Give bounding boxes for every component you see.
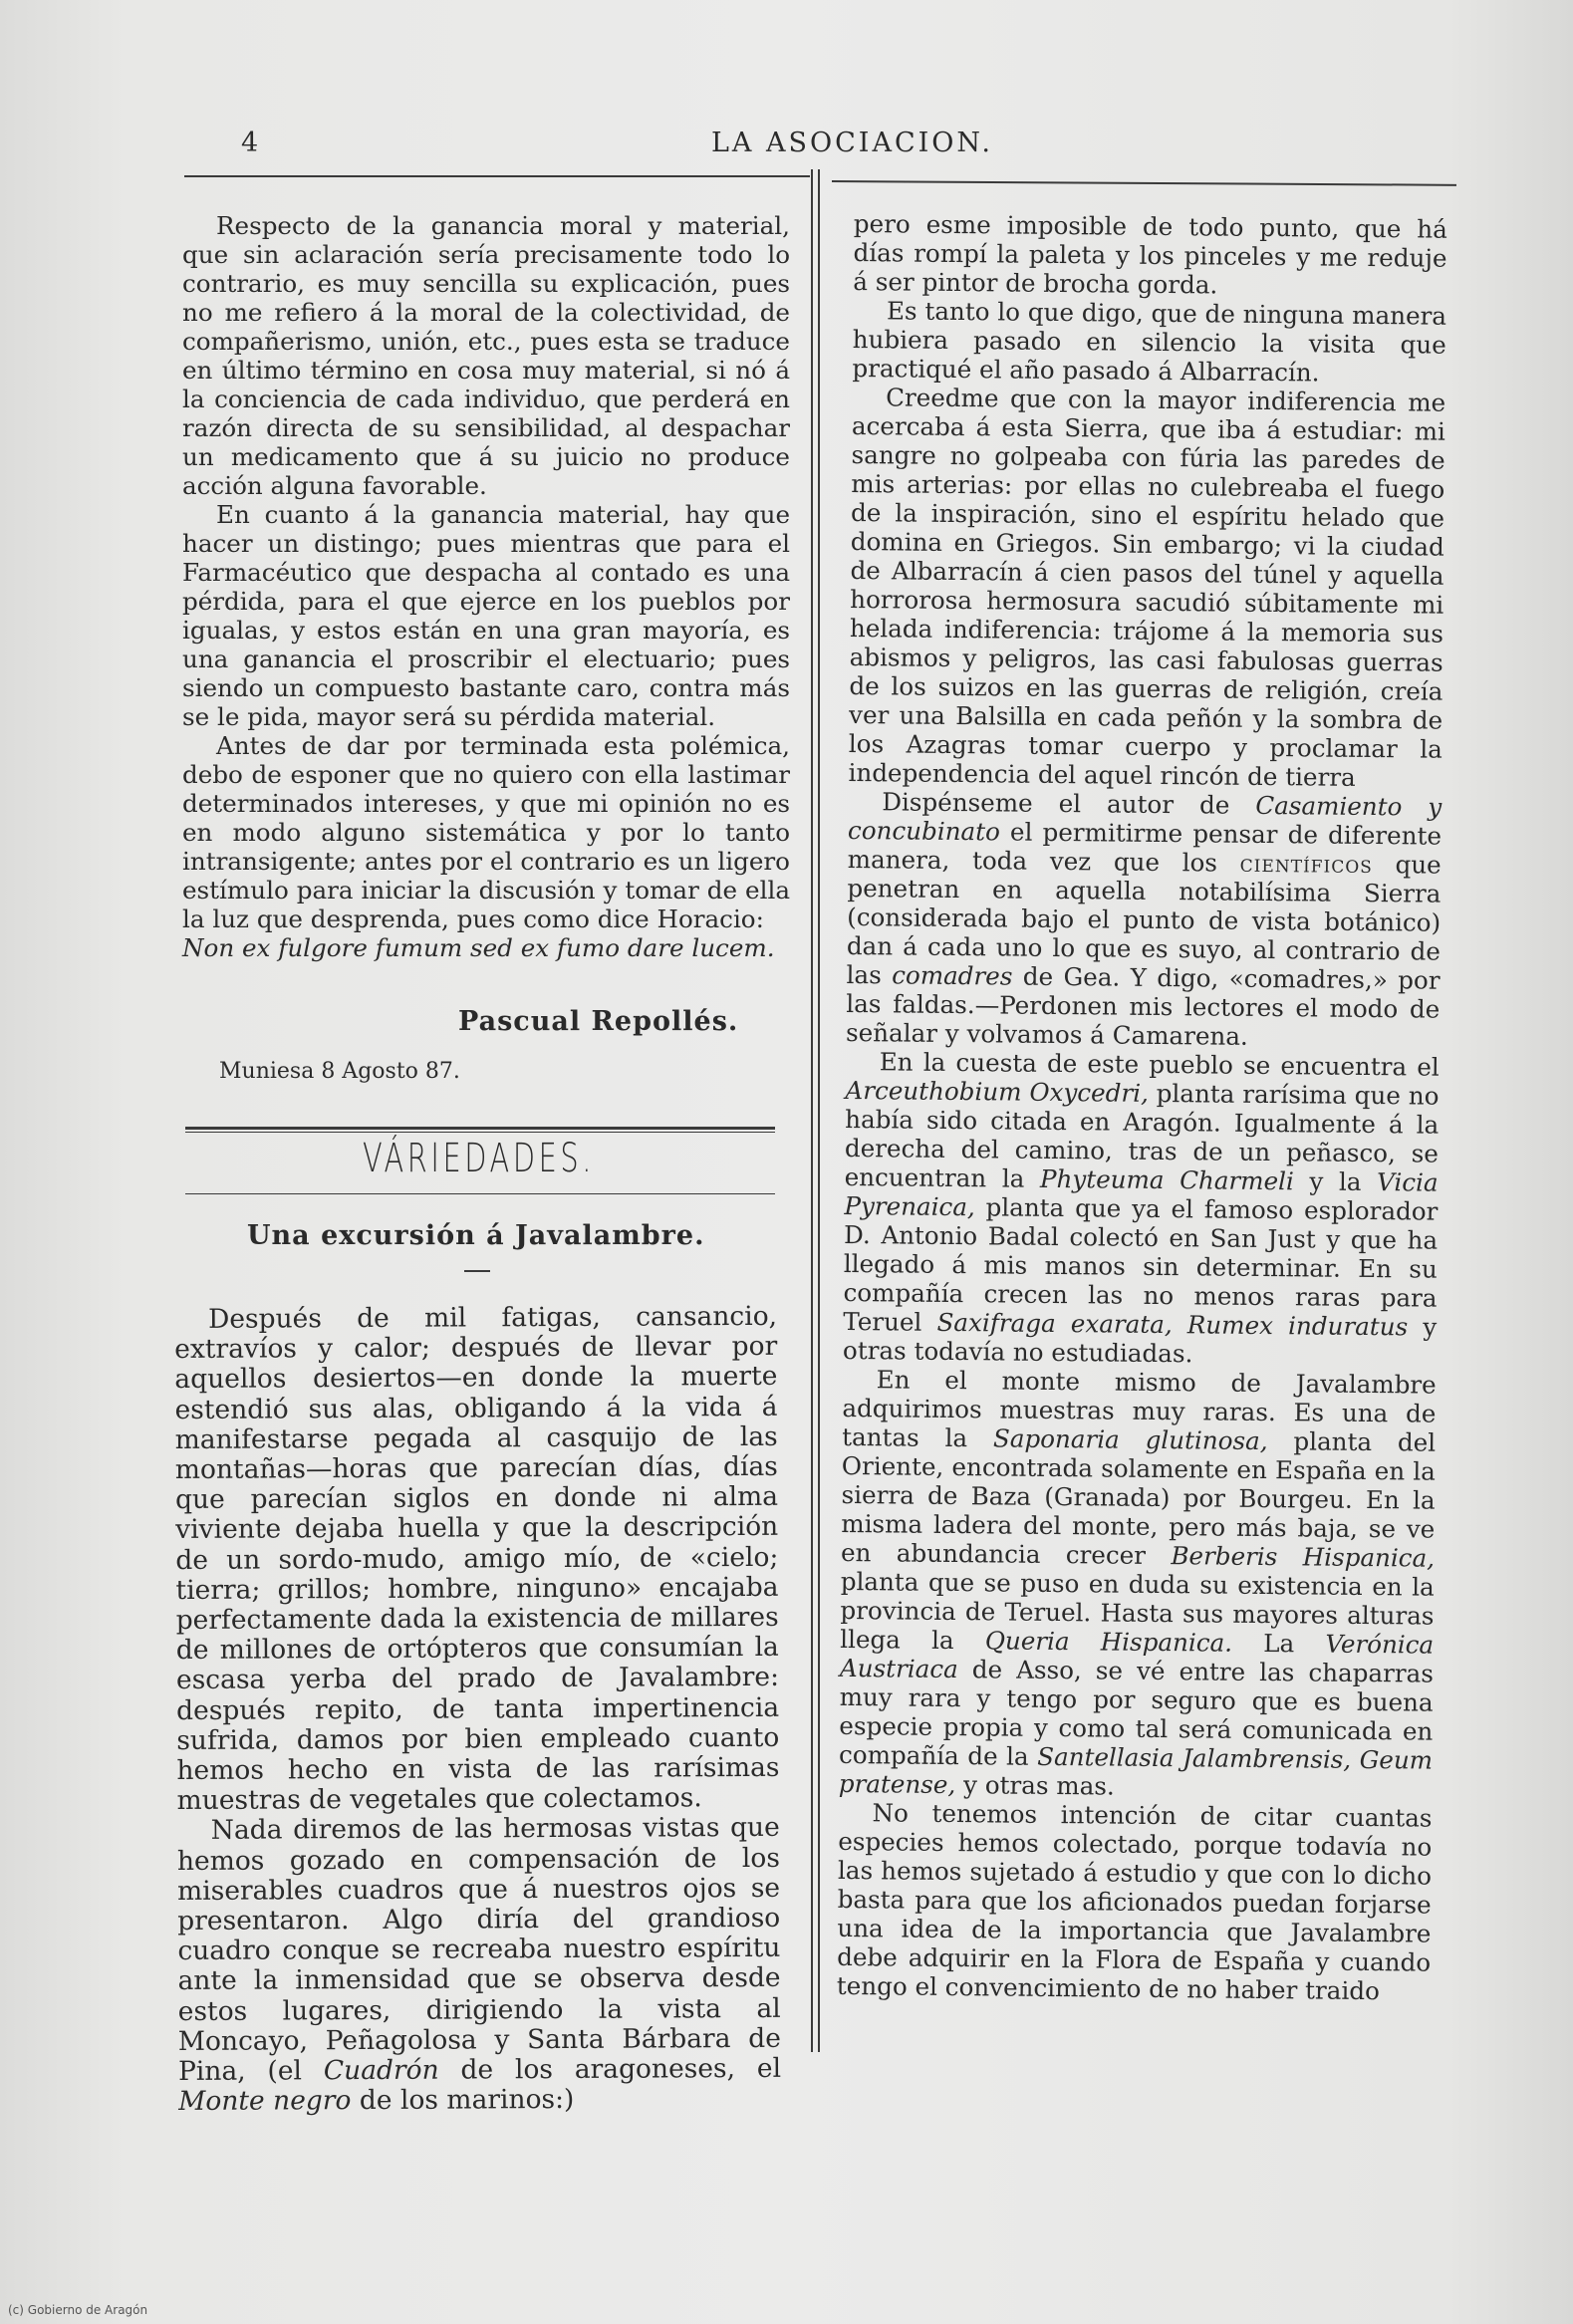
column-divider <box>811 169 813 2052</box>
paragraph: pero esme imposible de todo punto, que há días rompí la paleta y los pinceles y me reduje á ser pintor de brocha gorda. <box>853 209 1447 300</box>
header-rule-right <box>832 180 1456 186</box>
quote-text: Non ex fulgore fumum sed ex fumo dare lucem. <box>182 933 775 962</box>
dateline: Muniesa 8 Agosto 87. <box>219 1059 460 1084</box>
title-dash <box>464 1270 490 1272</box>
left-column-top <box>182 211 790 962</box>
section-rule-thin <box>185 1132 775 1133</box>
section-title: VÁRIEDADES. <box>363 1136 596 1181</box>
page-number: 4 <box>241 128 259 158</box>
paragraph: En la cuesta de este pueblo se encuentra el Arceuthobium Oxycedri, planta rarísima que no había sido citada en Aragón. Igualmente á la derecha del camino, tras de un peñasco, se encuentran la Phyteuma Charmeli y la Vicia Pyrenaica, planta que ya el famoso esplorador D. Antonio Badal colectó en San Just y que ha llegado á mis manos sin determinar. En su compañía crecen las no menos raras para Teruel Saxifraga exarata, Rumex induratus y otras todavía no estudiadas. <box>842 1047 1440 1369</box>
section-rule-under <box>185 1193 775 1194</box>
paragraph: Después de mil fatigas, cansancio, extravíos y calor; después de llevar por aquellos desiertos—en donde la muerte estendió sus alas, obligando á la vida á manifestarse pegada al casquijo de las montañas—horas que parecían días, días que parecían siglos en donde ni alma viviente dejaba huella y que la descripción de un sordo-mudo, amigo mío, de «cielo; tierra; grillos; hombre, ninguno» encajaba perfectamente dada la existencia de millares de millones de ortópteros que consumían la escasa yerba del prado de Javalambre: después repito, de tanta impertinencia sufrida, damos por bien empleado cuanto hemos hecho en vista de las rarísimas muestras de vegetales que colectamos. <box>174 1300 780 1817</box>
paragraph: Dispénseme el autor de Casamiento y concubinato el permitirme pensar de diferente manera, toda vez que los científicos que penetran en aquella notabilísima Sierra (considerada bajo el punto de vista botánico) dan á cada uno lo que es suyo, al contrario de las comadres de Gea. Y digo, «comadres,» por las faldas.—Perdonen mis lectores el modo de señalar y volvamos á Camarena. <box>845 787 1442 1051</box>
paragraph: En el monte mismo de Javalambre adquirimos muestras muy raras. Es una de tantas la Saponaria glutinosa, planta del Oriente, encontrada solamente en España en la sierra de Baza (Granada) por Bourgeu. En la misma ladera del monte, pero más baja, se ve en abundancia crecer Berberis Hispanica, planta que se puso en duda su existencia en la provincia de Teruel. Hasta sus mayores alturas llega la Queria Hispanica. La Verónica Austriaca de Asso, se vé entre las chaparras muy rara y tengo por seguro que es buena especie propia y como tal será comunicada en compañía de la Santellasia Jalambrensis, Geum pratense, y otras mas. <box>838 1365 1437 1801</box>
article-title: Una excursión á Javalambre. <box>247 1220 705 1251</box>
paragraph: No tenemos intención de citar cuantas especies hemos colectado, porque todavía no las hemos sujetado á estudio y que con lo dicho basta para que los aficionados puedan forjarse una idea de la importancia que Javalambre debe adquirir en la Flora de España y cuando tengo el convencimiento de no haber traido <box>836 1798 1433 2006</box>
left-column-bottom <box>174 1302 781 2118</box>
paragraph: Creedme que con la mayor indiferencia me acercaba á esta Sierra, que iba á estudiar: mi sangre no golpeaba con fúria las paredes de mis arterias: por ellas no culebreaba el fuego de la inspiración, sino el espíritu helado que domina en Griegos. Sin embargo; vi la ciudad de Albarracín á cien pasos del túnel y aquella horrorosa hermosura sacudió súbitamente mi helada indiferencia: trájome á la memoria sus abismos y peligros, las casi fabulosas guerras de los suizos en las guerras de religión, creía ver una Balsilla en cada peñón y la sombra de los Azagras tomar cuerpo y proclamar la independencia del aquel rincón de tierra <box>848 383 1446 792</box>
paragraph: Antes de dar por terminada esta polémica, debo de esponer que no quiero con ella lastimar determinados intereses, y que mi opinión no es en modo alguno sistemática y por lo tanto intransigente; antes por el contrario es un ligero estímulo para iniciar la discusión y tomar de ella la luz que desprenda, pues como dice Horacio: <box>182 731 790 933</box>
paragraph: Es tanto lo que digo, que de ninguna manera hubiera pasado en silencio la visita que practiqué el año pasado á Albarracín. <box>852 296 1447 387</box>
running-title: LA ASOCIACION. <box>711 128 993 158</box>
right-column <box>837 209 1447 2006</box>
header-rule-left <box>184 175 810 177</box>
section-rule <box>185 1127 775 1130</box>
latin-quote <box>182 933 790 962</box>
paragraph: Respecto de la ganancia moral y material, que sin aclaración sería precisamente todo lo contrario, es muy sencilla su explicación, pues no me refiero á la moral de la colectividad, de compañerismo, unión, etc., pues esta se traduce en último término en cosa muy material, si nó á la conciencia de cada individuo, que perderá en razón directa de su sensibilidad, al despachar un medicamento que á su juicio no produce acción alguna favorable. <box>182 211 790 500</box>
paragraph: En cuanto á la ganancia material, hay que hacer un distingo; pues mientras que para el Farmacéutico que despacha al contado es una pérdida, para el que ejerce en los pueblos por igualas, y estos están en una gran mayoría, es una ganancia el proscribir el electuario; pues siendo un compuesto bastante caro, contra más se le pida, mayor será su pérdida material. <box>182 500 790 731</box>
column-divider <box>818 169 820 2052</box>
paragraph: Nada diremos de las hermosas vistas que hemos gozado en compensación de los miserables cuadros que á nuestros ojos se presentaron. Algo diría del grandioso cuadro conque se recreaba nuestro espíritu ante la inmensidad que se observa desde estos lugares, dirigiendo la vista al Moncayo, Peñagolosa y Santa Bárbara de Pina, (el Cuadrón de los aragoneses, el Monte negro de los marinos:) <box>176 1812 782 2118</box>
copyright-watermark: (c) Gobierno de Aragón <box>8 2303 148 2317</box>
page-header <box>229 128 1454 167</box>
author-signature: Pascual Repollés. <box>458 1006 739 1037</box>
